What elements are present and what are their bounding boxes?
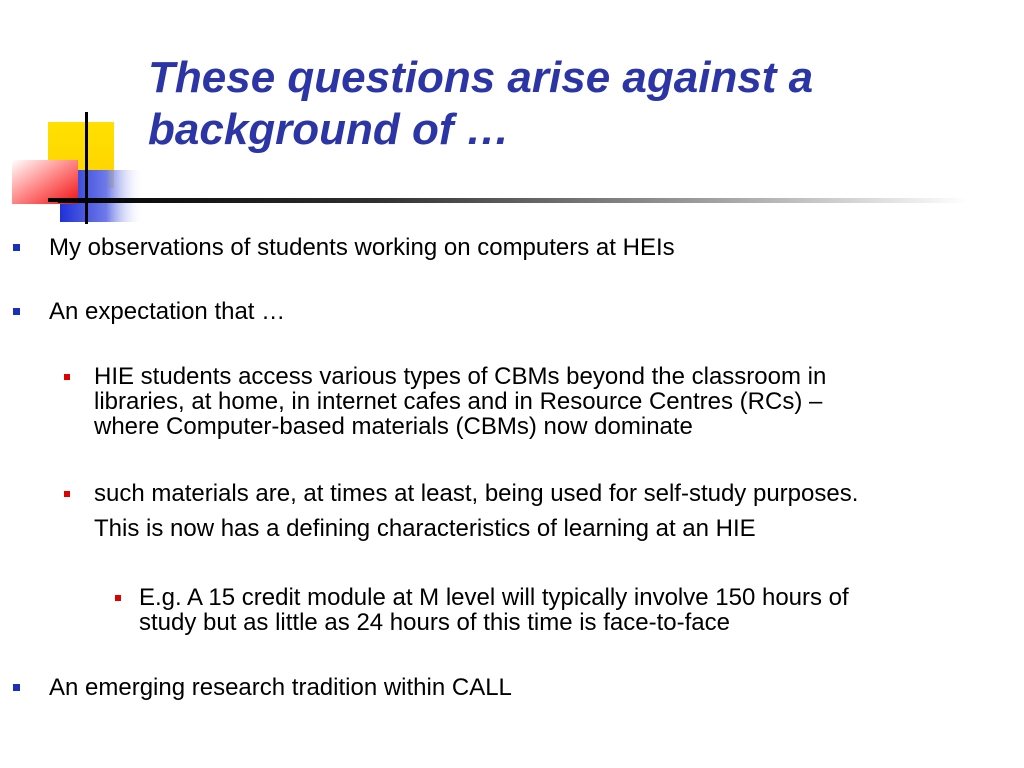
subbullet-marker [64,374,70,380]
subbullet-marker [64,491,70,497]
bullet-text: An emerging research tradition within CALL [49,674,512,701]
bullet-observations [49,235,675,260]
bullet-text: My observations of students working on computers at HEIs [49,234,675,261]
subbullet-text-line-2: libraries, at home, in internet cafes and in Resource Centres (RCs) – [94,388,823,415]
subbullet-text-line-3: where Computer-based materials (CBMs) now dominate [94,413,693,440]
decorative-squares-graphic [0,0,150,230]
bullet-research-tradition [49,675,512,700]
subsubbullet-marker [115,595,121,601]
title-divider [58,198,968,203]
subsubbullet-text-line-1: E.g. A 15 credit module at M level will typically involve 150 hours of [139,584,849,611]
bullet-marker [13,244,20,251]
bullet-marker [13,684,20,691]
bullet-expectation [49,299,285,324]
subsubbullet-credit-module [139,585,849,635]
slide-title-line-2: background of … [148,105,510,154]
subbullet-text: such materials are, at times at least, being used for self-study purposes. [94,480,859,507]
subbullet-continuation [94,516,756,541]
subbullet-self-study [94,481,858,506]
slide-title [148,52,988,156]
subbullet-students-access [94,364,826,439]
bullet-text: An expectation that … [49,298,286,325]
bullet-marker [13,308,20,315]
subbullet-text-line-1: HIE students access various types of CBMs beyond the classroom in [94,363,827,390]
subbullet-continuation-text: This is now has a defining characteristics of learning at an HIE [94,515,756,542]
subsubbullet-text-line-2: study but as little as 24 hours of this time is face-to-face [139,609,730,636]
slide-title-line-1: These questions arise against a [148,53,814,102]
